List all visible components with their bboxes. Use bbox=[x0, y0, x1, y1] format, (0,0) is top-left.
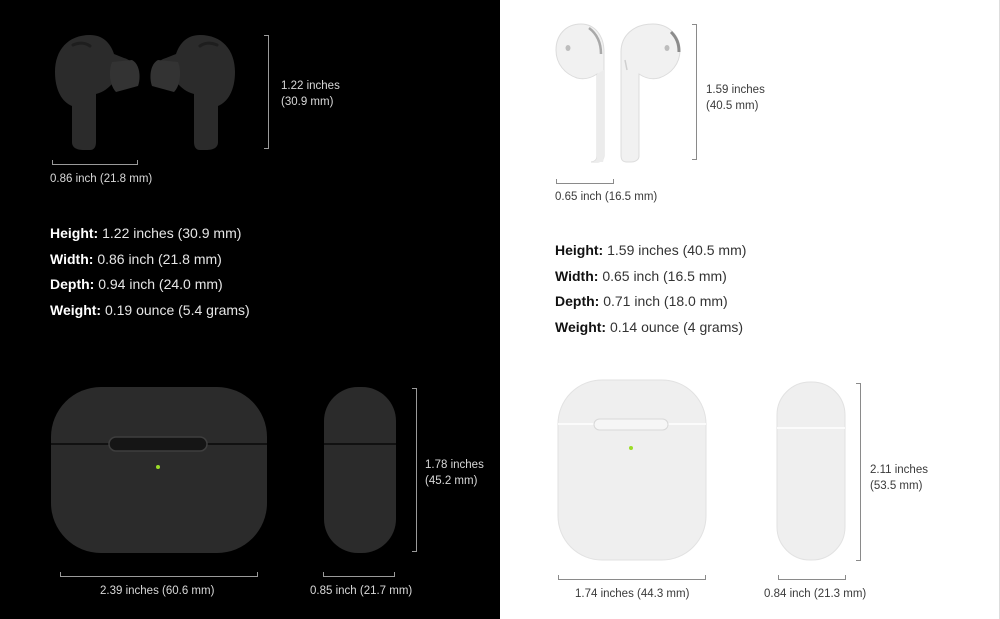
spec-height: Height: 1.22 inches (30.9 mm) bbox=[50, 225, 242, 241]
case-width-dimension-line bbox=[558, 579, 706, 580]
earbud-height-mm: (30.9 mm) bbox=[281, 96, 334, 108]
earbud-height-dimension-line bbox=[268, 35, 269, 149]
earbud-height-mm: (40.5 mm) bbox=[706, 100, 759, 112]
case-height-dimension-line bbox=[860, 383, 861, 561]
airpods-pro-case-side-image bbox=[323, 386, 397, 554]
earbud-height-inches: 1.22 inches bbox=[281, 80, 340, 92]
earbud-width-label: 0.86 inch (21.8 mm) bbox=[50, 173, 153, 185]
earbud-height-dimension-line bbox=[696, 24, 697, 160]
earbud-height-label bbox=[706, 82, 765, 114]
case-depth-dimension-line bbox=[778, 579, 846, 580]
earbud-specs bbox=[50, 221, 250, 323]
case-depth-label: 0.84 inch (21.3 mm) bbox=[764, 588, 867, 600]
earbud-width-dimension-line bbox=[556, 183, 614, 184]
spec-weight: Weight: 0.19 ounce (5.4 grams) bbox=[50, 301, 250, 318]
case-depth-dimension-line bbox=[323, 576, 395, 577]
earbud-height-label bbox=[281, 78, 340, 110]
airpods-case-side-image bbox=[776, 381, 846, 561]
case-width-label: 1.74 inches (44.3 mm) bbox=[575, 588, 690, 600]
airpods-case-front-image bbox=[557, 379, 707, 561]
spec-height: Height: 1.59 inches (40.5 mm) bbox=[555, 242, 747, 258]
airpods-earbuds-image bbox=[555, 22, 685, 164]
case-width-label: 2.39 inches (60.6 mm) bbox=[100, 585, 215, 597]
airpods-pro-earbuds-image bbox=[50, 30, 240, 155]
case-width-dimension-line bbox=[60, 576, 258, 577]
spec-width: Width: 0.65 inch (16.5 mm) bbox=[555, 267, 727, 284]
case-height-mm: (45.2 mm) bbox=[425, 475, 478, 487]
case-height-inches: 1.78 inches bbox=[425, 459, 484, 471]
spec-weight: Weight: 0.14 ounce (4 grams) bbox=[555, 318, 744, 335]
earbud-height-inches: 1.59 inches bbox=[706, 84, 765, 96]
case-height-label bbox=[425, 457, 484, 489]
earbud-width-label: 0.65 inch (16.5 mm) bbox=[555, 191, 658, 203]
case-height-inches: 2.11 inches bbox=[870, 464, 928, 476]
case-height-dimension-line bbox=[416, 388, 417, 552]
spec-width: Width: 0.86 inch (21.8 mm) bbox=[50, 250, 222, 267]
earbud-specs bbox=[555, 238, 746, 340]
light-panel bbox=[500, 0, 1000, 619]
earbud-width-dimension-line bbox=[52, 164, 138, 165]
case-depth-label: 0.85 inch (21.7 mm) bbox=[310, 585, 413, 597]
case-height-label bbox=[870, 462, 928, 494]
case-height-mm: (53.5 mm) bbox=[870, 480, 923, 492]
spec-depth: Depth: 0.94 inch (24.0 mm) bbox=[50, 276, 223, 292]
spec-depth: Depth: 0.71 inch (18.0 mm) bbox=[555, 293, 728, 309]
airpods-pro-case-front-image bbox=[50, 386, 268, 554]
